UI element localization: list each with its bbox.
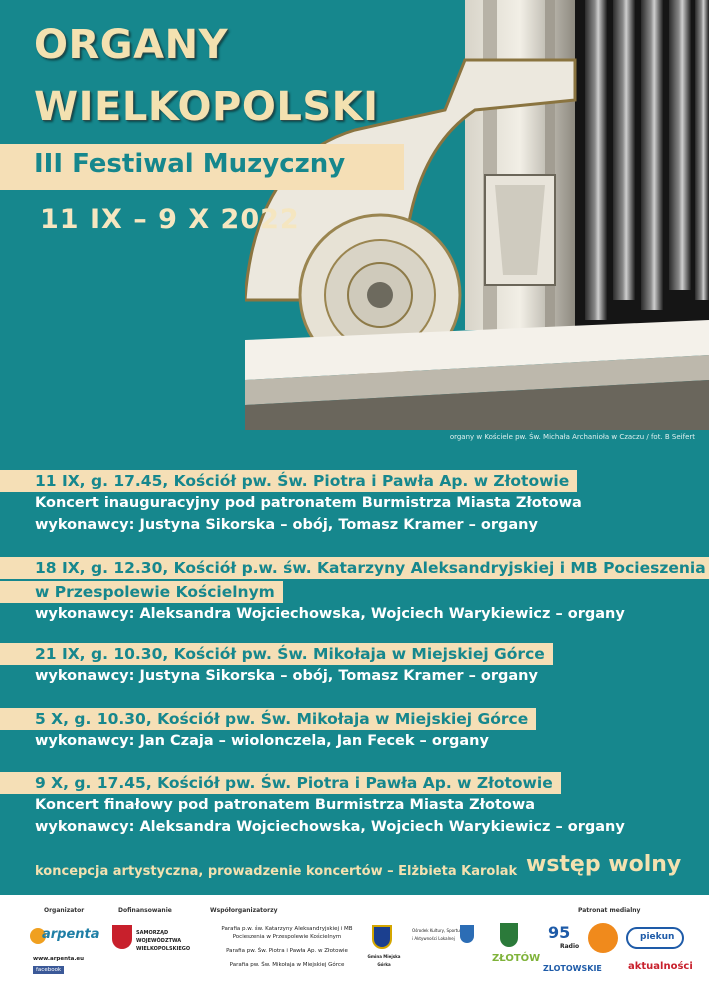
- osrodek-text: Ośrodek Kultury, Sportu i Aktywności Lokalnej: [412, 928, 460, 941]
- festival-subtitle: III Festiwal Muzyczny: [34, 149, 346, 179]
- event-heading: 11 IX, g. 17.45, Kościół pw. Św. Piotra i Pawła Ap. w Złotowie: [0, 470, 577, 492]
- radio-95-logo: 95: [548, 923, 571, 942]
- sponsors-footer: [0, 897, 709, 984]
- osrodek-coat-icon: [460, 925, 474, 943]
- coorganizers-label: Współorganizatorzy: [210, 907, 278, 914]
- event-1: [0, 470, 709, 536]
- event-heading: 9 X, g. 17.45, Kościół pw. Św. Piotra i Pawła Ap. w Złotowie: [0, 772, 561, 794]
- event-5: [0, 772, 709, 838]
- event-line: wykonawcy: Aleksandra Wojciechowska, Wojciech Warykiewicz – organy: [35, 606, 625, 622]
- event-line: wykonawcy: Jan Czaja – wiolonczela, Jan Fecek – organy: [35, 733, 489, 749]
- event-line: wykonawcy: Justyna Sikorska – obój, Tomasz Kramer – organy: [35, 517, 538, 533]
- event-heading: 21 IX, g. 10.30, Kościół pw. Św. Mikołaja w Miejskiej Górce: [0, 643, 553, 665]
- event-3: [0, 643, 709, 687]
- aktualnosci-text: aktualności: [628, 961, 693, 972]
- event-line: Koncert inauguracyjny pod patronatem Burmistrza Miasta Złotowa: [35, 495, 582, 511]
- event-line: wykonawcy: Aleksandra Wojciechowska, Wojciech Warykiewicz – organy: [35, 819, 625, 835]
- event-line: Koncert finałowy pod patronatem Burmistrza Miasta Złotowa: [35, 797, 536, 813]
- zlotowskie-text: ZLOTOWSKIE: [543, 964, 602, 973]
- gmina-coat-icon: [372, 925, 392, 949]
- event-2: [0, 557, 709, 625]
- event-4: [0, 708, 709, 752]
- event-heading: 18 IX, g. 12.30, Kościół p.w. św. Katarzyny Aleksandryjskiej i MB Pocieszenia: [0, 557, 709, 579]
- free-entry: wstęp wolny: [526, 852, 682, 877]
- funding-label: Dofinansowanie: [118, 907, 172, 914]
- facebook-link[interactable]: facebook: [33, 966, 64, 974]
- radio-text: Radio: [560, 943, 580, 950]
- parish-3: Parafia pw. Św. Mikołaja w Miejskiej Górce: [229, 962, 345, 968]
- event-heading-cont: w Przespolewie Kościelnym: [0, 581, 283, 603]
- festival-title-line1: ORGANY: [34, 22, 229, 68]
- piekun-text: piekun: [640, 932, 675, 942]
- kc-logo-icon: [588, 923, 618, 953]
- funding-logo-text: SAMORZĄD WOJEWÓDZTWA WIELKOPOLSKIEGO: [136, 930, 191, 952]
- media-label: Patronat medialny: [578, 907, 641, 914]
- wielkopolska-coat-icon: [112, 925, 132, 949]
- festival-dates: 11 IX – 9 X 2022: [40, 204, 300, 235]
- gmina-text: Gmina Miejska Górka: [367, 954, 401, 967]
- arpenta-logo: arpenta: [30, 925, 92, 947]
- organ-photo: [245, 0, 709, 430]
- zlotow-coat-icon: [500, 923, 518, 947]
- parish-1: Parafia p.w. św. Katarzyny Aleksandryjskiej i MB Pocieszenia w Przespolewie Kościelnym: [221, 926, 353, 940]
- organizer-url: www.arpenta.eu: [33, 956, 85, 962]
- event-line: wykonawcy: Justyna Sikorska – obój, Tomasz Kramer – organy: [35, 668, 538, 684]
- zlotow-text: ZŁOTÓW: [492, 953, 541, 964]
- artistic-concept: koncepcja artystyczna, prowadzenie koncertów – Elżbieta Karolak: [35, 864, 518, 879]
- parish-2: Parafia pw. Św. Piotra i Pawła Ap. w Złotowie: [226, 948, 348, 954]
- festival-title-line2: WIELKOPOLSKI: [34, 84, 379, 130]
- event-heading: 5 X, g. 10.30, Kościół pw. Św. Mikołaja w Miejskiej Górce: [0, 708, 536, 730]
- organizer-label: Organizator: [44, 907, 85, 914]
- photo-caption: organy w Kościele pw. Św. Michała Archanioła w Czaczu / fot. B Seifert: [449, 433, 695, 441]
